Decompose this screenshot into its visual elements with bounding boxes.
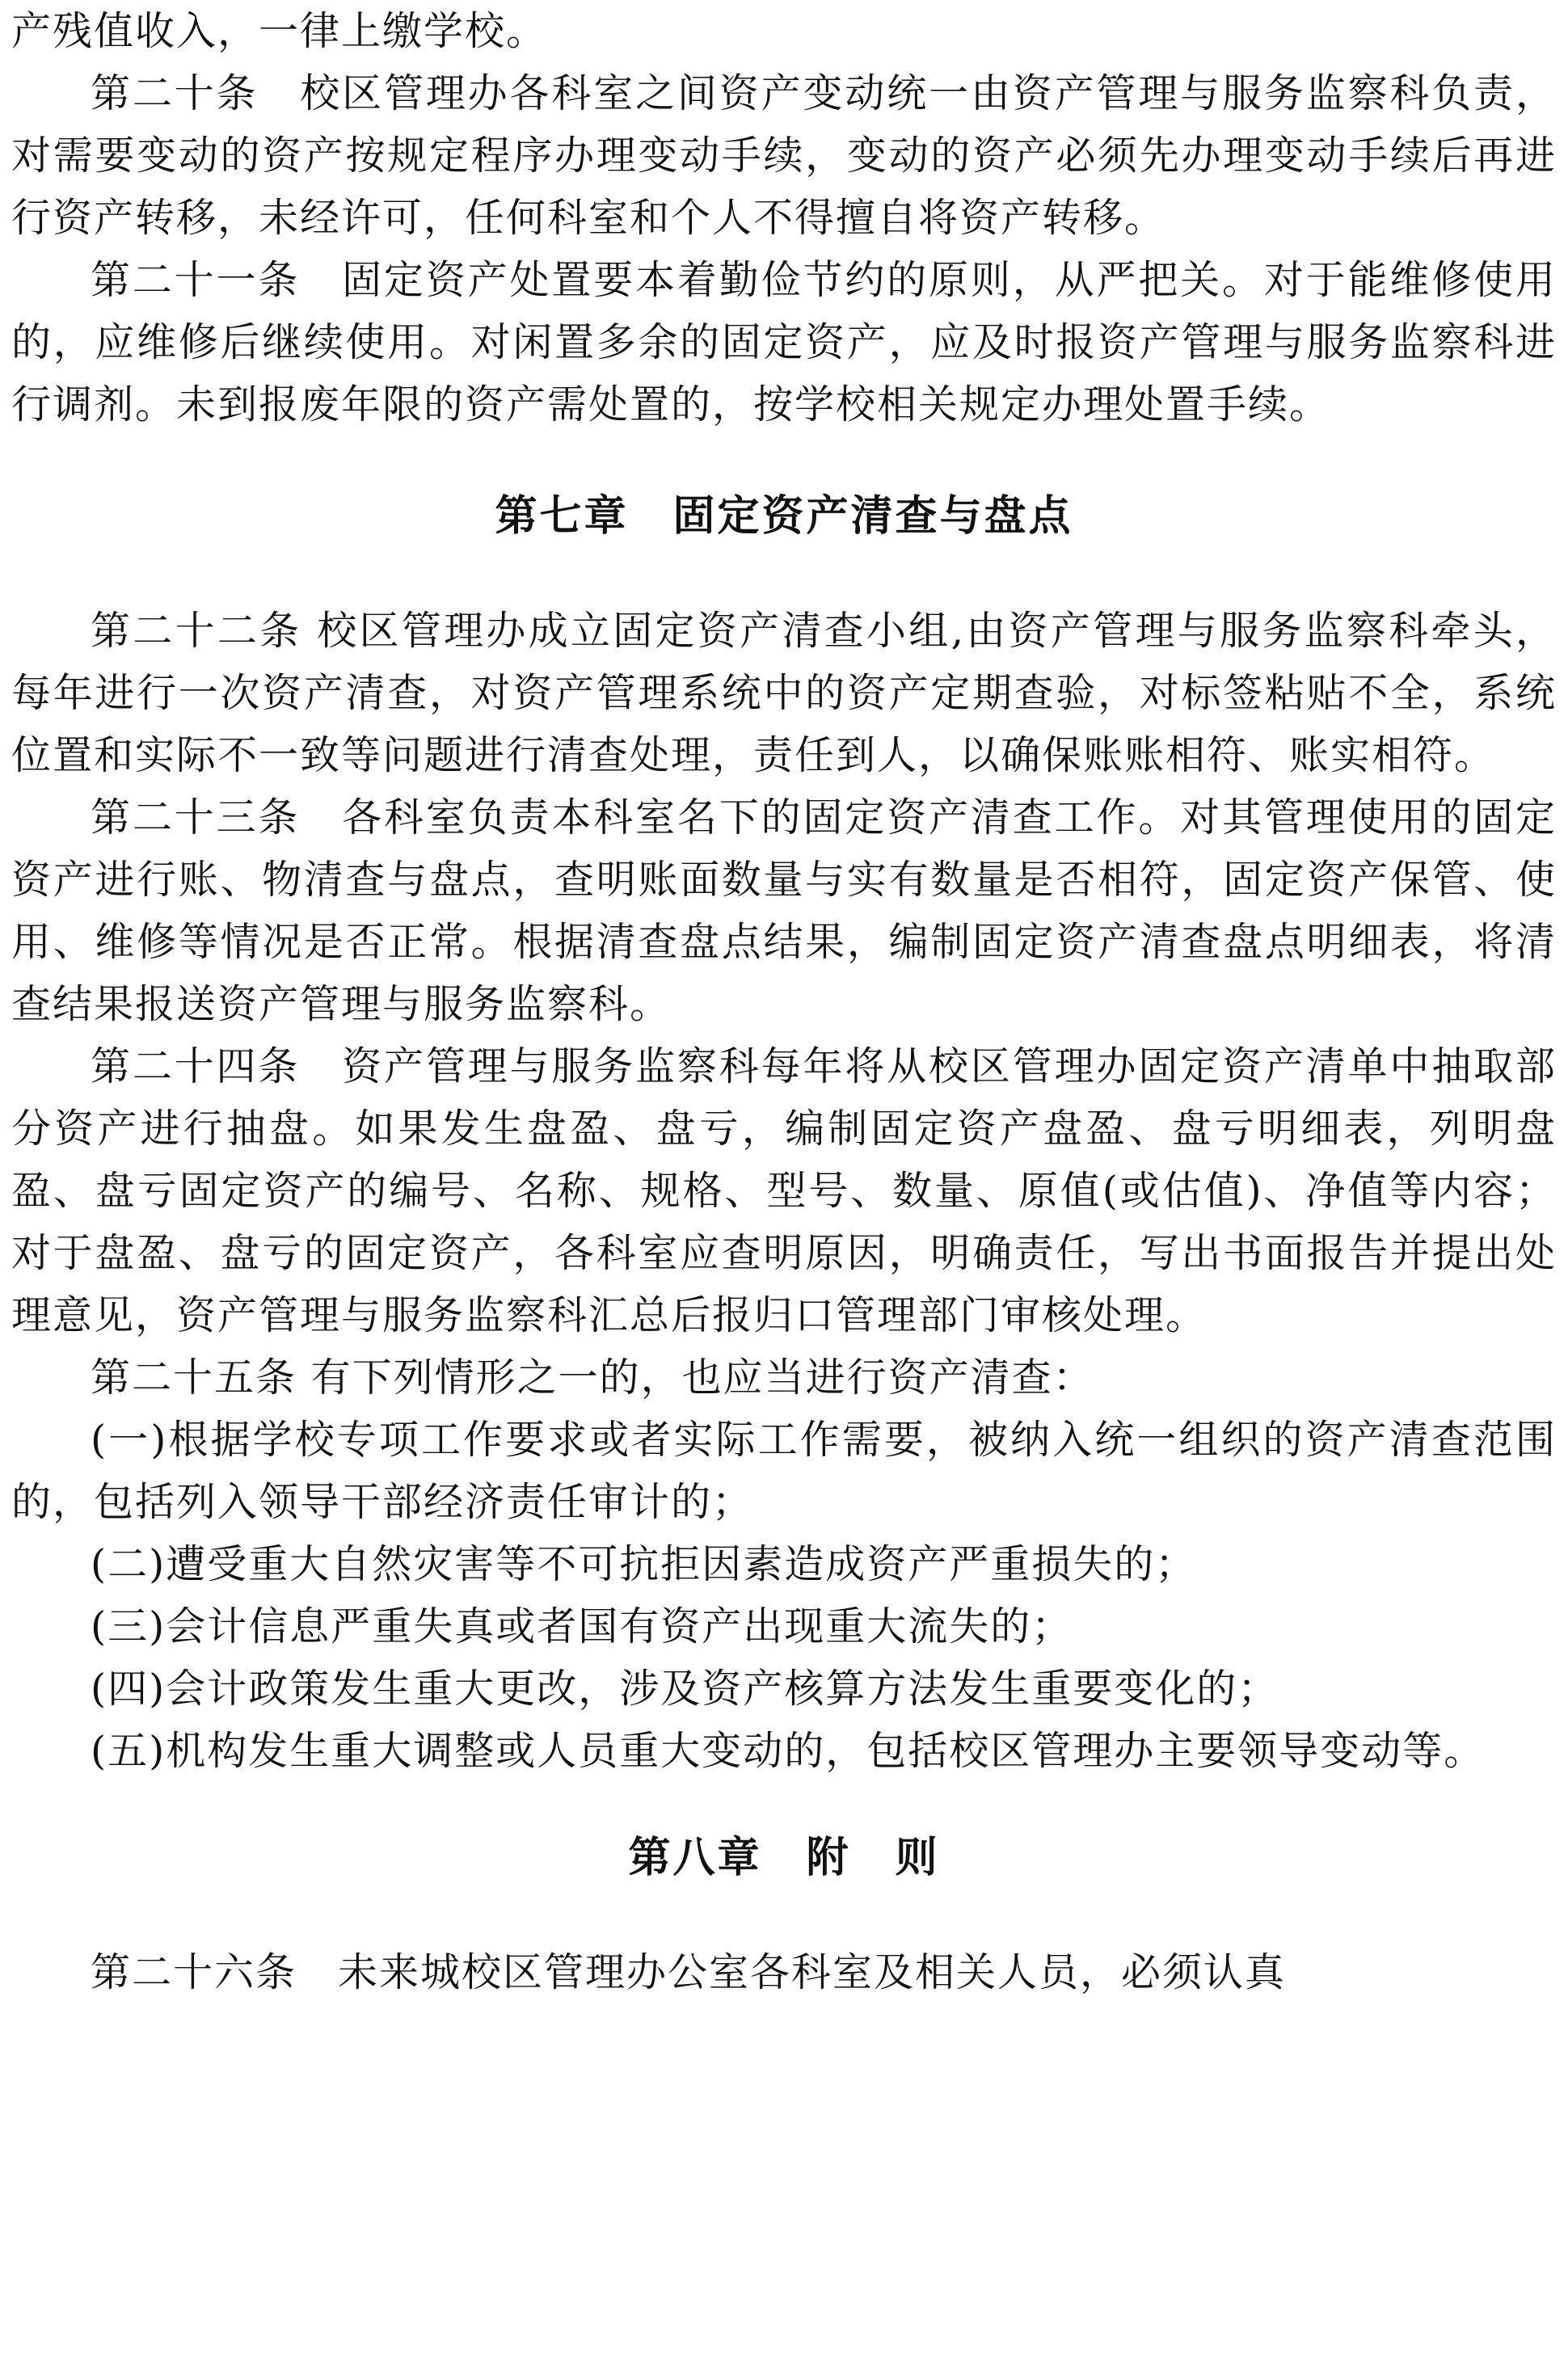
chapter-8-heading: 第八章 附 则 [628,1834,940,1882]
article-25-item-1: (一)根据学校专项工作要求或者实际工作需要，被纳入统一组织的资产清查范围的，包括列入领导干部经济责任审计的； [11,1417,1557,1525]
article-25-item-3: (三)会计信息严重失真或者国有资产出现重大流失的； [91,1603,1073,1649]
paragraph-continuation: 产残值收入，一律上缴学校。 [11,8,548,54]
article-25-item-5: (五)机构发生重大调整或人员重大变动的，包括校区管理办主要领导变动等。 [91,1728,1486,1774]
article-26: 第二十六条 未来城校区管理办公室各科室及相关人员，必须认真 [91,1949,1287,1995]
chapter-7-heading: 第七章 固定资产清查与盘点 [495,492,1073,541]
article-20: 第二十条 校区管理办各科室之间资产变动统一由资产管理与服务监察科负责，对需要变动的资产按规定程序办理变动手续，变动的资产必须先办理变动手续后再进行资产转移，未经许可，任何科室和个人不得擅自将资产转移。 [11,70,1557,241]
article-22: 第二十二条 校区管理办成立固定资产清查小组,由资产管理与服务监察科牵头，每年进行一次资产清查，对资产管理系统中的资产定期查验，对标签粘贴不全，系统位置和实际不一致等问题进行清查处理，责任到人，以确保账账相符、账实相符。 [11,608,1557,778]
article-23: 第二十三条 各科室负责本科室名下的固定资产清查工作。对其管理使用的固定资产进行账、物清查与盘点，查明账面数量与实有数量是否相符，固定资产保管、使用、维修等情况是否正常。根据清查盘点结果，编制固定资产清查盘点明细表，将清查结果报送资产管理与服务监察科。 [11,794,1557,1027]
article-21: 第二十一条 固定资产处置要本着勤俭节约的原则，从严把关。对于能维修使用的，应维修后继续使用。对闲置多余的固定资产，应及时报资产管理与服务监察科进行调剂。未到报废年限的资产需处置的，按学校相关规定办理处置手续。 [11,257,1557,428]
article-25: 第二十五条 有下列情形之一的，也应当进行资产清查： [91,1355,1094,1401]
article-25-item-4: (四)会计政策发生重大更改，涉及资产核算方法发生重要变化的； [91,1666,1279,1712]
article-25-item-2: (二)遭受重大自然灾害等不可抗拒因素造成资产严重损失的； [91,1541,1197,1587]
article-24: 第二十四条 资产管理与服务监察科每年将从校区管理办固定资产清单中抽取部分资产进行抽盘。如果发生盘盈、盘亏，编制固定资产盘盈、盘亏明细表，列明盘盈、盘亏固定资产的编号、名称、规格、型号、数量、原值(或估值)、净值等内容；对于盘盈、盘亏的固定资产，各科室应查明原因，明确责任，写出书面报告并提出处理意见，资产管理与服务监察科汇总后报归口管理部门审核处理。 [11,1043,1557,1338]
